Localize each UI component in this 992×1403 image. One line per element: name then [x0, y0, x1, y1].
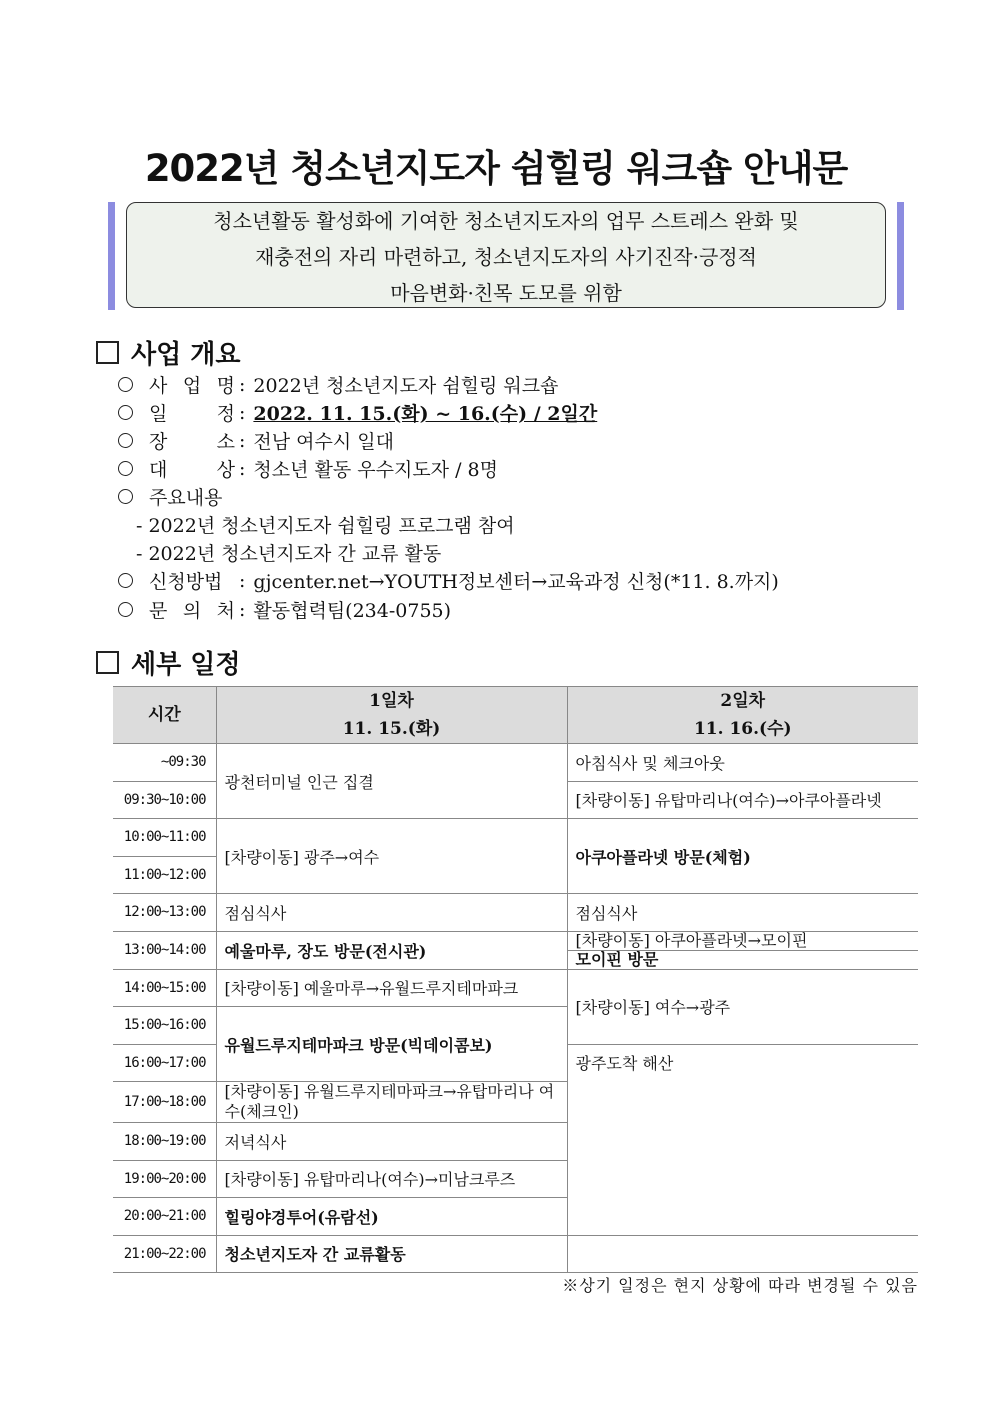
overview-contact-row: 문 의 처 : 활동협력팀(234-0755): [118, 596, 451, 623]
circle-bullet-icon: [118, 461, 133, 476]
page-title: 2022년 청소년지도자 쉼힐링 워크숍 안내문: [144, 147, 848, 190]
d2-move2: [차량이동] 아쿠아플라넷→모이핀: [568, 932, 919, 951]
circle-bullet-icon: [118, 433, 133, 448]
overview-contact-label: 문 의 처: [149, 600, 235, 622]
d2-empty-cell: [567, 1235, 918, 1273]
purpose-line-3: 마음변화·친목 도모를 위함: [390, 281, 622, 305]
d1-move1-cell: [차량이동] 광주→여수: [216, 819, 567, 894]
time-cell: 11:00~12:00: [113, 856, 216, 894]
time-cell: 14:00~15:00: [113, 969, 216, 1007]
schedule-table: [113, 686, 918, 1273]
d1-lunch-cell: 점심식사: [216, 894, 567, 932]
time-cell: 16:00~17:00: [113, 1044, 216, 1082]
purpose-box: [108, 202, 904, 310]
d1-yeul-cell: 예울마루, 장도 방문(전시관): [216, 931, 567, 969]
overview-contact-value: 활동협력팀(234-0755): [253, 600, 452, 622]
time-cell: 10:00~11:00: [113, 819, 216, 857]
time-cell: 15:00~16:00: [113, 1007, 216, 1045]
overview-date-value: 2022. 11. 15.(화) ~ 16.(수) / 2일간: [253, 403, 598, 425]
overview-content-item-1: - 2022년 청소년지도자 쉼힐링 프로그램 참여: [136, 515, 515, 537]
table-row: [113, 969, 918, 1007]
time-cell: 21:00~22:00: [113, 1235, 216, 1273]
col-day1-header: [216, 687, 567, 744]
section-schedule-title: 세부 일정: [131, 650, 241, 680]
purpose-text: [126, 202, 886, 308]
d1-move4-cell: [차량이동] 유탑마리나(여수)→미남크루즈: [216, 1160, 567, 1198]
d1-gather-cell: 광천터미널 인근 집결: [216, 744, 567, 819]
d2-breakfast-cell: 아침식사 및 체크아웃: [567, 744, 918, 782]
d1-tour-cell: 힐링야경투어(유람선): [216, 1198, 567, 1236]
day1-date: 11. 15.(화): [342, 719, 441, 739]
circle-bullet-icon: [118, 573, 133, 588]
table-row: [113, 894, 918, 932]
time-cell: 17:00~18:00: [113, 1082, 216, 1123]
purpose-left-bar: [108, 202, 115, 310]
section-schedule-heading: [96, 644, 241, 681]
overview-place-row: 장 소 : 전남 여수시 일대: [118, 427, 394, 454]
section-overview-title: 사업 개요: [131, 340, 241, 370]
overview-content-row: [118, 483, 222, 510]
day2-date: 11. 16.(수): [693, 719, 792, 739]
time-cell: 18:00~19:00: [113, 1123, 216, 1161]
col-time-header: 시간: [113, 687, 216, 744]
overview-date-row: 일 정 : 2022. 11. 15.(화) ~ 16.(수) / 2일간: [118, 399, 597, 426]
day1-title: 1일차: [369, 691, 414, 711]
d2-move1-cell: [차량이동] 유탑마리나(여수)→아쿠아플라넷: [567, 781, 918, 819]
overview-target-value: 청소년 활동 우수지도자 / 8명: [253, 459, 498, 481]
overview-name-label: 사 업 명: [149, 375, 235, 397]
circle-bullet-icon: [118, 489, 133, 504]
d1-dinner-cell: 저녁식사: [216, 1123, 567, 1161]
d1-uworld-cell: 유월드루지테마파크 방문(빅데이콤보): [216, 1007, 567, 1082]
overview-date-label: 일 정: [149, 403, 235, 425]
overview-apply-label: 신청방법: [149, 571, 223, 593]
time-cell: ~09:30: [113, 744, 216, 782]
d1-move2-cell: [차량이동] 예울마루→유월드루지테마파크: [216, 969, 567, 1007]
d1-move3-cell: [차량이동] 유월드루지테마파크→유탑마리나 여수(체크인): [216, 1082, 567, 1123]
d2-move3-cell: [차량이동] 여수→광주: [567, 969, 918, 1044]
d2-lunch-cell: 점심식사: [567, 894, 918, 932]
time-cell: 09:30~10:00: [113, 781, 216, 819]
overview-name-row: 사 업 명 : 2022년 청소년지도자 쉼힐링 워크숍: [118, 371, 558, 398]
checkbox-square-icon: [96, 651, 119, 674]
d1-exchange-cell: 청소년지도자 간 교류활동: [216, 1235, 567, 1273]
col-day2-header: [567, 687, 918, 744]
table-row: [113, 1235, 918, 1273]
d2-move2-moipin-cell: [567, 931, 918, 969]
overview-content-item-2: - 2022년 청소년지도자 간 교류 활동: [136, 543, 442, 565]
purpose-right-bar: [897, 202, 904, 310]
table-row: [113, 931, 918, 969]
table-row: [113, 744, 918, 782]
d2-moipin: 모이핀 방문: [575, 949, 659, 969]
time-cell: 19:00~20:00: [113, 1160, 216, 1198]
overview-apply-row: 신청방법 : gjcenter.net→YOUTH정보센터→교육과정 신청(*11. 8.까지): [118, 567, 779, 594]
d2-aqua-cell: 아쿠아플라넷 방문(체험): [567, 819, 918, 894]
schedule-note: ※상기 일정은 현지 상황에 따라 변경될 수 있음: [562, 1276, 918, 1295]
overview-name-value: 2022년 청소년지도자 쉼힐링 워크숍: [253, 375, 559, 397]
checkbox-square-icon: [96, 341, 119, 364]
purpose-line-1: 청소년활동 활성화에 기여한 청소년지도자의 업무 스트레스 완화 및: [213, 209, 799, 233]
overview-target-label: 대 상: [149, 459, 235, 481]
circle-bullet-icon: [118, 602, 133, 617]
time-cell: 13:00~14:00: [113, 931, 216, 969]
time-cell: 20:00~21:00: [113, 1198, 216, 1236]
overview-content-label: 주요내용: [149, 487, 223, 509]
time-cell: 12:00~13:00: [113, 894, 216, 932]
day2-title: 2일차: [720, 691, 766, 711]
overview-target-row: 대 상 : 청소년 활동 우수지도자 / 8명: [118, 455, 498, 482]
overview-apply-value: gjcenter.net→YOUTH정보센터→교육과정 신청(*11. 8.까지): [253, 571, 779, 593]
overview-place-label: 장 소: [149, 431, 235, 453]
section-overview-heading: [96, 334, 241, 371]
table-row: [113, 819, 918, 857]
overview-place-value: 전남 여수시 일대: [253, 431, 394, 453]
purpose-line-2: 재충전의 자리 마련하고, 청소년지도자의 사기진작·긍정적: [255, 245, 757, 269]
circle-bullet-icon: [118, 405, 133, 420]
d2-arrive-cell: 광주도착 해산: [567, 1044, 918, 1235]
table-header-row: [113, 687, 918, 744]
circle-bullet-icon: [118, 377, 133, 392]
